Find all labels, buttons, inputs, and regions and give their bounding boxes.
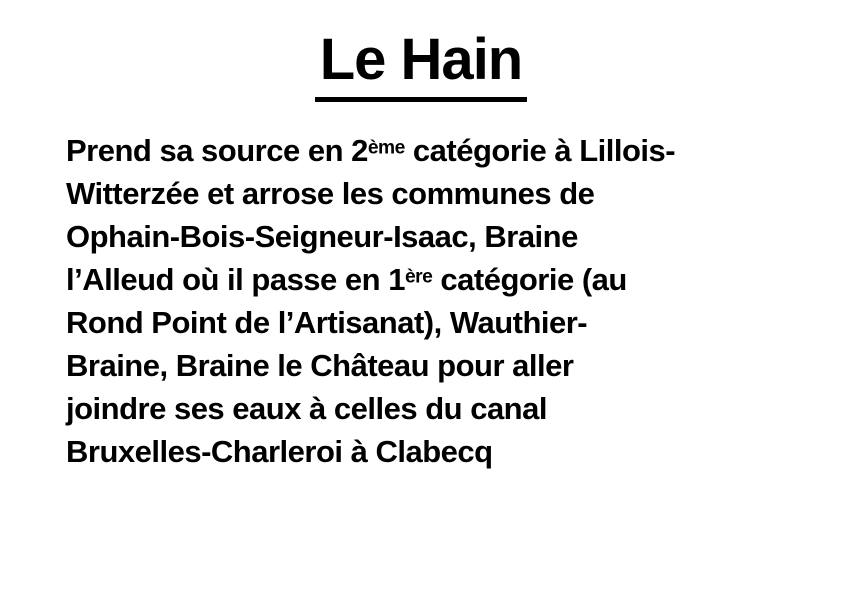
body-text: Witterzée et arrose les communes de	[66, 176, 595, 211]
body-text: Prend sa source en 2	[66, 133, 368, 168]
body-line	[66, 258, 822, 301]
body-text: Ophain-Bois-Seigneur-Isaac, Braine	[66, 219, 578, 254]
body-text: catégorie à Lillois-	[404, 133, 676, 168]
body-paragraph	[66, 129, 822, 473]
body-line	[66, 172, 822, 215]
page-title	[0, 26, 842, 102]
body-line	[66, 129, 822, 172]
body-line	[66, 430, 822, 473]
superscript-text: ère	[404, 266, 433, 288]
body-line	[66, 387, 822, 430]
body-text: catégorie (au	[432, 262, 627, 297]
body-line	[66, 215, 822, 258]
body-text: Rond Point de l’Artisanat), Wauthier-	[66, 305, 588, 340]
body-line	[66, 301, 822, 344]
body-text: Bruxelles-Charleroi à Clabecq	[66, 434, 493, 469]
body-line	[66, 344, 822, 387]
body-text: joindre ses eaux à celles du canal	[66, 391, 547, 426]
page-title-text: Le Hain	[315, 26, 528, 102]
superscript-text: ème	[367, 137, 405, 159]
body-text: l’Alleud où il passe en 1	[66, 262, 405, 297]
body-text: Braine, Braine le Château pour aller	[66, 348, 574, 383]
